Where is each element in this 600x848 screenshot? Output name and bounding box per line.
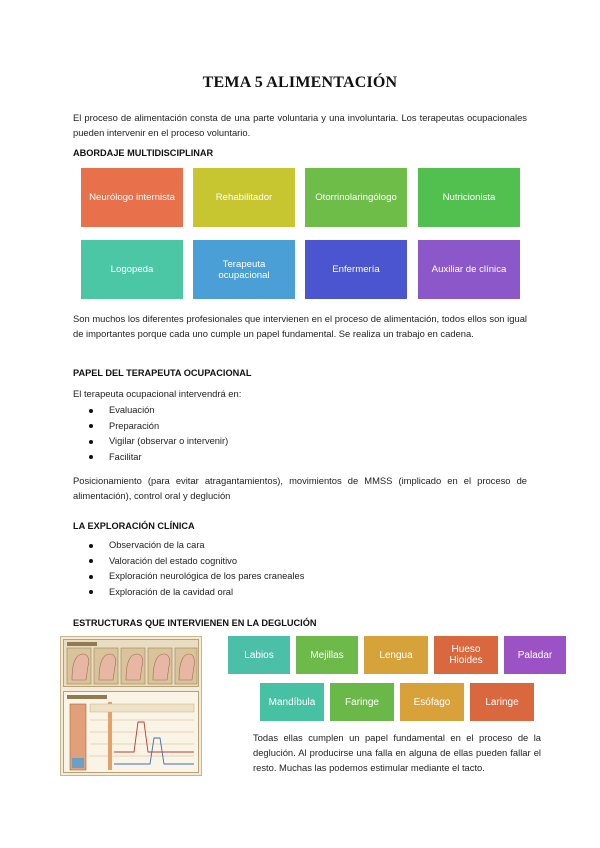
anatomy-figure <box>60 636 202 776</box>
tile-otorrino: Otorrinolaringólogo <box>305 168 407 227</box>
list-item: Facilitar <box>73 450 228 466</box>
swallow-graph-panel <box>63 691 199 773</box>
exploracion-bullet-list <box>73 538 304 600</box>
structure-hueso-hioides: Hueso Hioides <box>434 636 498 674</box>
tile-enfermeria: Enfermería <box>305 240 407 299</box>
bullet-icon <box>89 590 93 594</box>
structure-mejillas: Mejillas <box>296 636 358 674</box>
bullet-icon <box>89 455 93 459</box>
bullet-icon <box>89 409 93 413</box>
structure-labios: Labios <box>228 636 290 674</box>
bullet-icon <box>89 440 93 444</box>
list-item: Observación de la cara <box>73 538 304 554</box>
bullet-icon <box>89 575 93 579</box>
page-title: TEMA 5 ALIMENTACIÓN <box>202 74 398 91</box>
list-item: Vigilar (observar o intervenir) <box>73 434 228 450</box>
list-item: Evaluación <box>73 403 228 419</box>
tile-auxiliar: Auxiliar de clínica <box>418 240 520 299</box>
papel-paragraph: Posicionamiento (para evitar atragantamientos), movimientos de MMSS (implicado en el proceso de alimentación), control oral y deglución <box>73 475 527 501</box>
heading-papel: PAPEL DEL TERAPEUTA OCUPACIONAL <box>73 368 252 378</box>
tile-neurologo: Neurólogo internista <box>81 168 183 227</box>
structure-lengua: Lengua <box>364 636 428 674</box>
head-sequence-panel <box>63 639 199 687</box>
tile-logopeda: Logopeda <box>81 240 183 299</box>
list-item: Valoración del estado cognitivo <box>73 554 304 570</box>
swallow-graph-illustration <box>64 692 200 774</box>
heading-estructuras: ESTRUCTURAS QUE INTERVIENEN EN LA DEGLUCIÓN <box>73 618 317 628</box>
multidisciplinar-paragraph: Son muchos los diferentes profesionales que intervienen en el proceso de alimentación, todos ellos son igual de importantes porque cada uno cumple un papel fundamental. Se realiza un trabajo en cadena. <box>73 313 527 339</box>
papel-bullet-list <box>73 403 228 465</box>
bullet-icon <box>89 559 93 563</box>
papel-lead: El terapeuta ocupacional intervendrá en: <box>73 388 242 399</box>
tile-nutricionista: Nutricionista <box>418 168 520 227</box>
structure-esofago: Esófago <box>400 683 464 721</box>
bullet-icon <box>89 424 93 428</box>
estructuras-paragraph: Todas ellas cumplen un papel fundamental en el proceso de la deglución. Al producirse una falla en alguna de ellas pueden fallar el resto. Muchas las podemos estimular mediante el tacto. <box>253 732 541 773</box>
tile-rehabilitador: Rehabilitador <box>193 168 295 227</box>
list-item: Exploración neurológica de los pares craneales <box>73 569 304 585</box>
head-sequence-illustration <box>64 640 200 688</box>
heading-multidisciplinar: ABORDAJE MULTIDISCIPLINAR <box>73 148 214 158</box>
structure-laringe: Laringe <box>470 683 534 721</box>
intro-paragraph: El proceso de alimentación consta de una parte voluntaria y una involuntaria. Los terapeutas ocupacionales pueden intervenir en el proceso voluntario. <box>73 112 527 138</box>
bullet-icon <box>89 544 93 548</box>
tile-terapeuta-ocupacional: Terapeuta ocupacional <box>193 240 295 299</box>
structure-paladar: Paladar <box>504 636 566 674</box>
list-item: Exploración de la cavidad oral <box>73 585 304 601</box>
structure-faringe: Faringe <box>330 683 394 721</box>
heading-exploracion: LA EXPLORACIÓN CLÍNICA <box>73 521 195 531</box>
structure-mandibula: Mandíbula <box>260 683 324 721</box>
list-item: Preparación <box>73 419 228 435</box>
